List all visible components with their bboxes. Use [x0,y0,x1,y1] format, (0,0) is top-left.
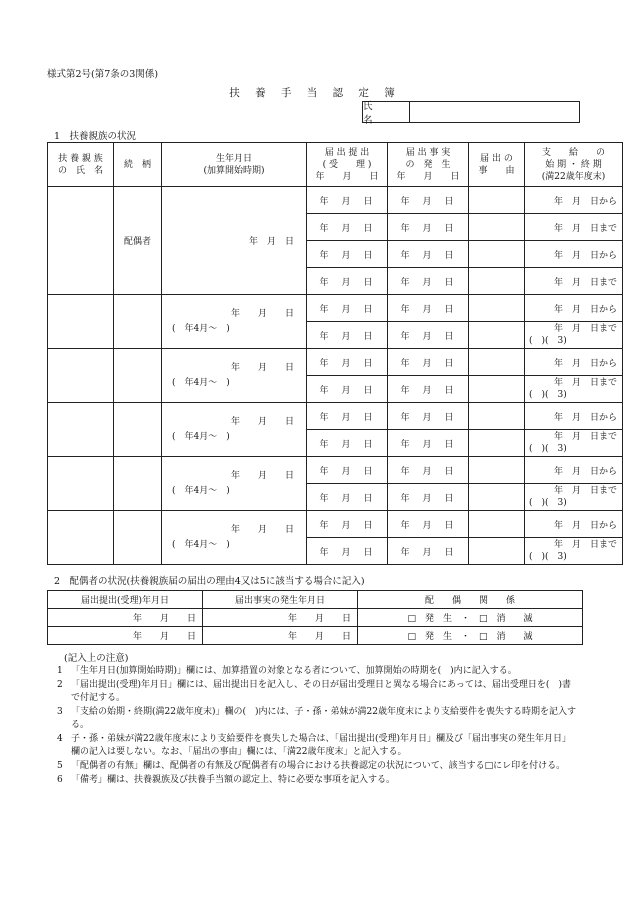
spouse-header-notify: 届出提出(受理)年月日 [48,591,203,609]
fact-date-cell[interactable]: 年 月 日 [388,538,469,565]
note-item: 3 「支給の始期・終期(満22歳年度末)」欄の( )内には、子・孫・弟妹が満22歳年度末により支給要件を喪失する時期を記入する。 [57,707,576,730]
name-field[interactable] [410,102,579,122]
name-label: 氏 名 [363,102,410,122]
reason-cell[interactable] [469,457,525,484]
pay-to-text: 年 月 日まで [553,324,617,334]
spouse-header-relation: 配 偶 関 係 [358,591,583,609]
spouse-row [48,627,583,645]
reason-cell[interactable] [469,349,525,376]
header-birth: 生年月日 (加算開始時期) [162,143,307,187]
pay-age-text: ( )( 3) [529,390,567,400]
birth-date-text: 年 月 日 [230,362,294,373]
spouse-header-fact: 届出事実の発生年月日 [203,591,358,609]
spouse-table [47,590,583,645]
birth-date-cell[interactable] [162,349,307,403]
note-item: 6 「備考」欄は、扶養親族及び扶養手当額の認定上、特に必要な事項を記入する。 [57,775,396,785]
birth-date-text: 年 月 日 [230,308,294,319]
name-box [362,101,580,126]
pay-to-cell[interactable] [525,322,623,349]
pay-age-text: ( )( 3) [529,336,567,346]
reason-cell[interactable] [469,430,525,457]
dependents-table [47,142,623,565]
birth-date-cell[interactable] [162,457,307,511]
notify-date-cell[interactable]: 年 月 日 [307,430,388,457]
pay-from-cell[interactable]: 年 月 日から [525,349,623,376]
addition-start-text: ( 年4月～ ) [172,323,230,334]
header-notify-date: 届 出 提 出 ( 受 理 ) 年 月 日 [307,143,388,187]
reason-cell[interactable] [469,322,525,349]
spouse-row [48,609,583,627]
section2-heading: 2 配偶者の状況(扶養親族届の届出の理由4又は5に該当する場合に記入) [54,576,365,587]
fact-date-cell[interactable]: 年 月 日 [388,187,469,214]
pay-to-cell[interactable]: 年 月 日まで [525,214,623,241]
child-dependent-row [48,349,623,376]
fact-date-cell[interactable]: 年 月 日 [388,403,469,430]
notify-date-cell[interactable]: 年 月 日 [307,349,388,376]
relation-cell[interactable] [114,457,162,511]
reason-cell[interactable] [469,295,525,322]
fact-date-cell[interactable]: 年 月 日 [388,376,469,403]
reason-cell[interactable] [469,376,525,403]
birth-date-cell[interactable]: 年 月 日 [162,187,307,295]
relation-cell[interactable] [114,511,162,565]
fact-date-cell[interactable]: 年 月 日 [388,241,469,268]
child-dependent-row [48,511,623,538]
fact-date-cell[interactable]: 年 月 日 [388,214,469,241]
page-title: 扶 養 手 当 認 定 簿 [229,87,401,99]
notify-date-cell[interactable]: 年 月 日 [307,376,388,403]
dependent-name-cell[interactable] [48,511,114,565]
pay-from-cell[interactable]: 年 月 日から [525,295,623,322]
notify-date-cell[interactable]: 年 月 日 [307,538,388,565]
spouse-notify-date[interactable]: 年 月 日 [48,627,203,645]
notes-list [57,665,577,788]
note-item: 1 「生年月日(加算開始時期)」欄には、加算措置の対象となる者について、加算開始の時期を( )内に記入する。 [57,666,517,676]
fact-date-cell[interactable]: 年 月 日 [388,484,469,511]
notify-date-cell[interactable]: 年 月 日 [307,187,388,214]
notify-date-cell[interactable]: 年 月 日 [307,457,388,484]
form-number-label: 様式第2号(第7条の3関係) [47,69,159,80]
notify-date-cell[interactable]: 年 月 日 [307,484,388,511]
birth-date-text: 年 月 日 [230,524,294,535]
fact-date-cell[interactable]: 年 月 日 [388,457,469,484]
fact-date-cell[interactable]: 年 月 日 [388,511,469,538]
fact-date-cell[interactable]: 年 月 日 [388,295,469,322]
pay-to-cell[interactable]: 年 月 日まで [525,268,623,295]
child-dependent-row [48,295,623,322]
reason-cell[interactable] [469,538,525,565]
dependent-name-cell[interactable] [48,349,114,403]
reason-cell[interactable] [469,484,525,511]
table-header-row [48,143,623,187]
addition-start-text: ( 年4月～ ) [172,539,230,550]
notify-date-cell[interactable]: 年 月 日 [307,214,388,241]
dependent-name-cell[interactable] [48,403,114,457]
pay-to-text: 年 月 日まで [553,432,617,442]
note-item: 4 子・孫・弟妹が満22歳年度末により支給要件を喪失した場合は、「届出提出(受理)年月日」欄及び「届出事実の発生年月日」欄の記入は要しない。なお、「届出の事由」欄には、「満22歳年度末」と記入する。 [57,734,571,757]
header-period: 支 給 の 始 期 ・ 終 期 (満22歳年度末) [525,143,623,187]
header-fact-date: 届 出 事 実 の 発 生 年 月 日 [388,143,469,187]
header-reason: 届 出 の 事 由 [469,143,525,187]
pay-to-cell[interactable] [525,430,623,457]
spouse-status-checkboxes[interactable]: □ 発 生 ・ □ 消 滅 [358,609,583,627]
pay-to-text: 年 月 日まで [553,378,617,388]
note-item: 5 「配偶者の有無」欄は、配偶者の有無及び配偶者有の場合における扶養認定の状況について、該当する□にレ印を付ける。 [57,761,566,771]
pay-to-text: 年 月 日まで [553,540,617,550]
pay-to-cell[interactable] [525,484,623,511]
relation-cell: 配偶者 [114,187,162,295]
addition-start-text: ( 年4月～ ) [172,377,230,388]
reason-cell[interactable] [469,187,525,214]
spouse-dependent-row [48,187,623,214]
dependent-name-cell[interactable] [48,295,114,349]
relation-cell[interactable] [114,403,162,457]
pay-to-text: 年 月 日まで [553,486,617,496]
spouse-notify-date[interactable]: 年 月 日 [48,609,203,627]
notify-date-cell[interactable]: 年 月 日 [307,511,388,538]
relation-cell[interactable] [114,349,162,403]
addition-start-text: ( 年4月～ ) [172,431,230,442]
pay-from-cell[interactable]: 年 月 日から [525,187,623,214]
pay-to-cell[interactable] [525,538,623,565]
addition-start-text: ( 年4月～ ) [172,485,230,496]
notify-date-cell[interactable]: 年 月 日 [307,403,388,430]
birth-date-text: 年 月 日 [230,470,294,481]
fact-date-cell[interactable]: 年 月 日 [388,349,469,376]
pay-from-cell[interactable]: 年 月 日から [525,403,623,430]
pay-age-text: ( )( 3) [529,552,567,562]
fact-date-cell[interactable]: 年 月 日 [388,268,469,295]
header-name: 扶 養 親 族 の 氏 名 [48,143,114,187]
note-item: 2 「届出提出(受理)年月日」欄には、届出提出日を記入し、その日が届出受理日と異なる場合にあっては、届出受理日を( )書で付記する。 [57,680,571,703]
spouse-fact-date[interactable]: 年 月 日 [203,609,358,627]
pay-to-cell[interactable] [525,376,623,403]
pay-from-cell[interactable]: 年 月 日から [525,241,623,268]
notify-date-cell[interactable]: 年 月 日 [307,322,388,349]
birth-date-cell[interactable] [162,295,307,349]
pay-age-text: ( )( 3) [529,498,567,508]
header-relation: 続 柄 [114,143,162,187]
dependent-name-cell[interactable] [48,187,114,295]
dependent-name-cell[interactable] [48,457,114,511]
child-dependent-row [48,403,623,430]
pay-from-cell[interactable]: 年 月 日から [525,511,623,538]
reason-cell[interactable] [469,268,525,295]
pay-age-text: ( )( 3) [529,444,567,454]
notify-date-cell[interactable]: 年 月 日 [307,241,388,268]
reason-cell[interactable] [469,241,525,268]
notes-heading: (記入上の注意) [64,653,129,664]
section1-heading: 1 扶養親族の状況 [54,131,137,142]
child-dependent-row [48,457,623,484]
spouse-fact-date[interactable]: 年 月 日 [203,627,358,645]
pay-from-cell[interactable]: 年 月 日から [525,457,623,484]
notify-date-cell[interactable]: 年 月 日 [307,295,388,322]
notify-date-cell[interactable]: 年 月 日 [307,268,388,295]
reason-cell[interactable] [469,511,525,538]
spouse-header-row [48,591,583,609]
reason-cell[interactable] [469,214,525,241]
fact-date-cell[interactable]: 年 月 日 [388,322,469,349]
birth-date-text: 年 月 日 [230,416,294,427]
birth-date-cell[interactable] [162,511,307,565]
spouse-status-checkboxes[interactable]: □ 発 生 ・ □ 消 滅 [358,627,583,645]
birth-date-cell[interactable] [162,403,307,457]
relation-cell[interactable] [114,295,162,349]
fact-date-cell[interactable]: 年 月 日 [388,430,469,457]
reason-cell[interactable] [469,403,525,430]
